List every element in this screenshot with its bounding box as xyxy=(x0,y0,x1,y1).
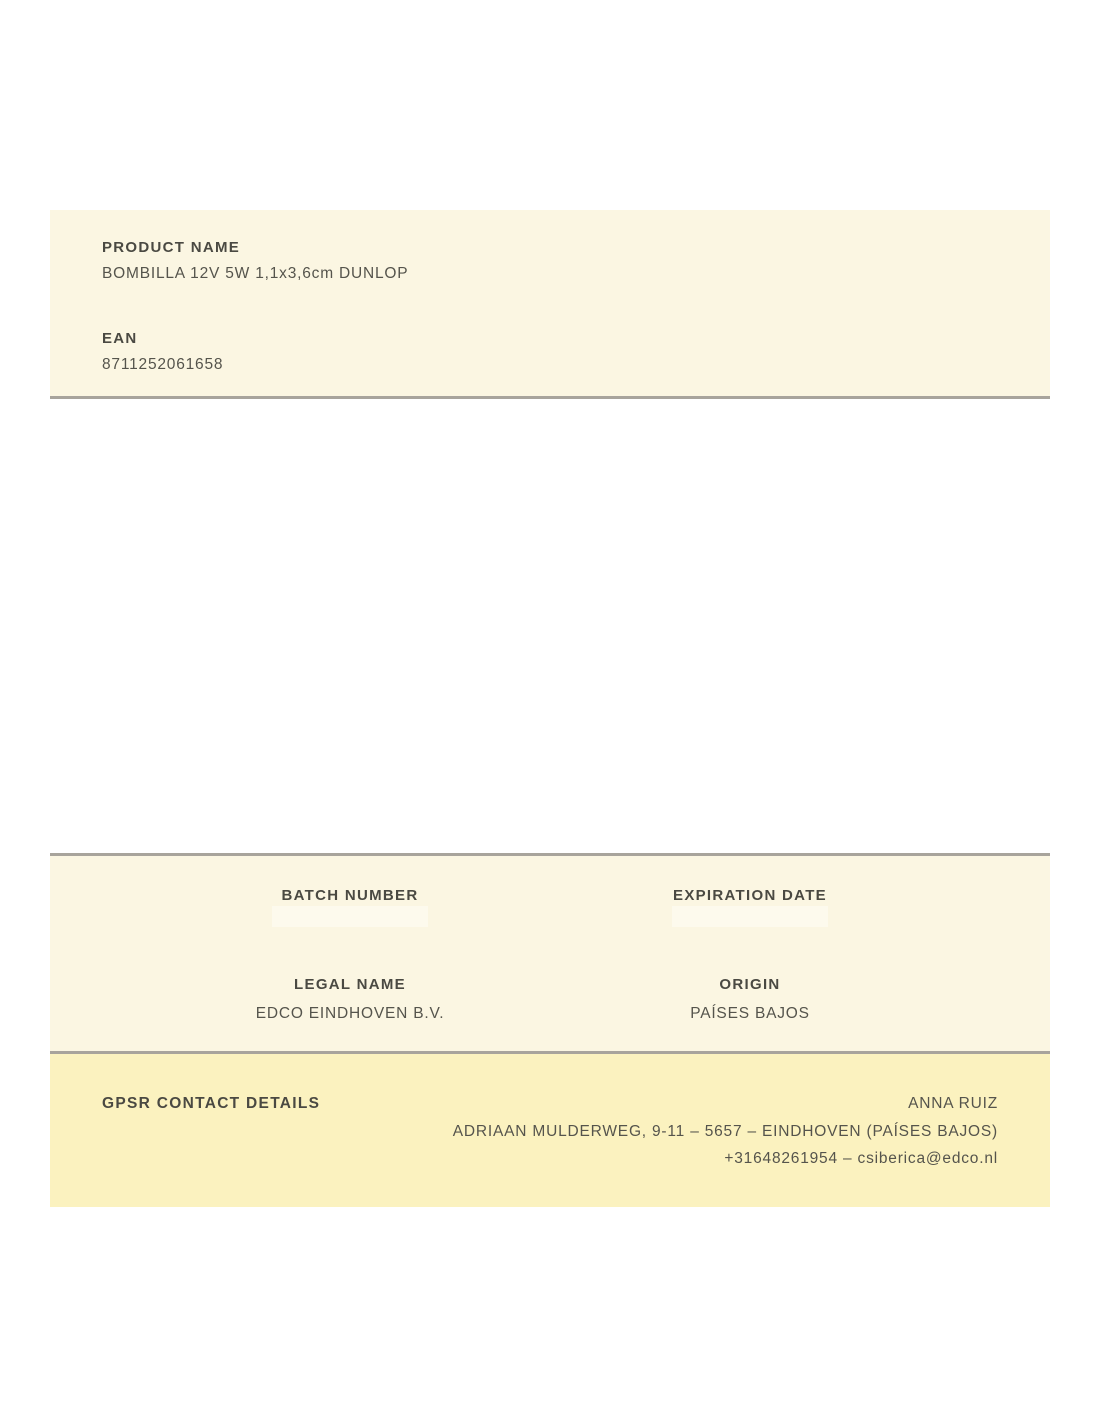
gpsr-contact-phone-email: +31648261954 – csiberica@edco.nl xyxy=(724,1150,998,1167)
origin-value: PAÍSES BAJOS xyxy=(690,1005,810,1022)
batch-number-column xyxy=(150,887,550,927)
legal-name-value: EDCO EINDHOVEN B.V. xyxy=(255,1005,445,1022)
batch-legal-section xyxy=(50,853,1050,1054)
gpsr-contact-name: ANNA RUIZ xyxy=(908,1095,998,1112)
product-name-field xyxy=(102,239,998,282)
batch-expiration-row xyxy=(150,887,950,927)
ean-value: 8711252061658 xyxy=(102,356,224,373)
gpsr-contact-block xyxy=(453,1090,998,1173)
expiration-date-label: EXPIRATION DATE xyxy=(673,887,827,904)
expiration-date-column xyxy=(550,887,950,927)
gpsr-contact-address: ADRIAAN MULDERWEG, 9-11 – 5657 – EINDHOVEN (PAÍSES BAJOS) xyxy=(452,1122,998,1140)
batch-number-value xyxy=(272,906,428,927)
product-name-label: PRODUCT NAME xyxy=(102,239,241,256)
legal-name-label: LEGAL NAME xyxy=(294,976,406,993)
legal-name-column xyxy=(150,976,550,1022)
product-name-value: BOMBILLA 12V 5W 1,1x3,6cm DUNLOP xyxy=(102,265,409,282)
legal-origin-row xyxy=(150,976,950,1022)
product-section xyxy=(50,210,1050,399)
ean-label: EAN xyxy=(102,330,138,347)
origin-label: ORIGIN xyxy=(719,976,781,993)
expiration-date-value xyxy=(672,906,828,927)
ean-field xyxy=(102,330,998,373)
gpsr-section xyxy=(50,1054,1050,1207)
origin-column xyxy=(550,976,950,1022)
batch-number-label: BATCH NUMBER xyxy=(281,887,419,904)
gpsr-title: GPSR CONTACT DETAILS xyxy=(102,1095,321,1112)
